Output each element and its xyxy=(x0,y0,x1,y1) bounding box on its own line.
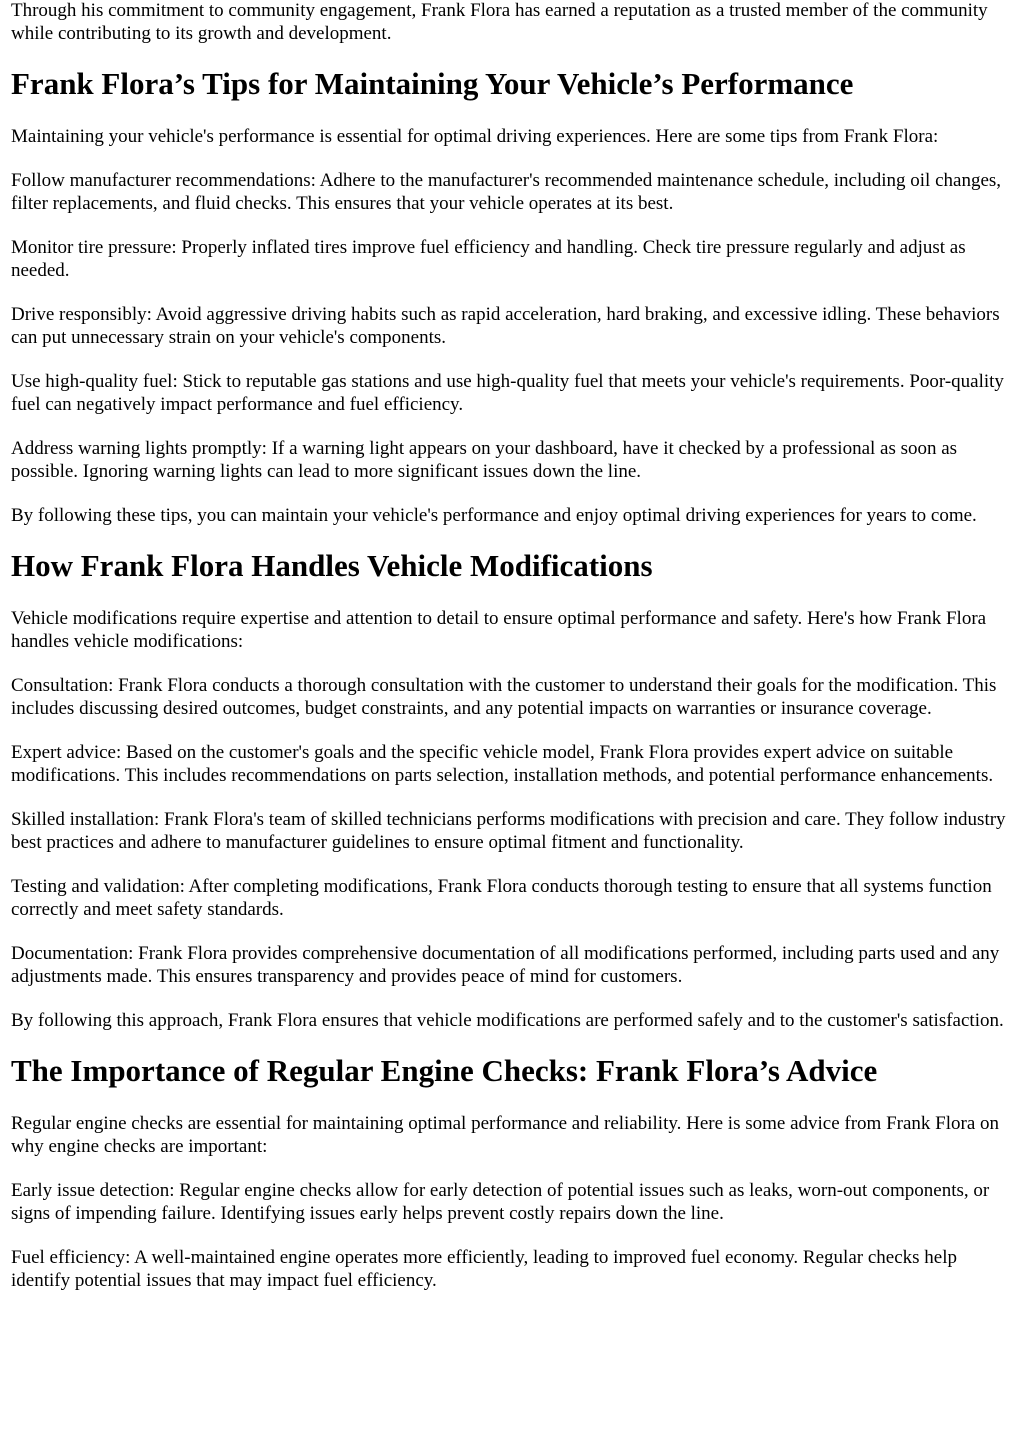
tip-tire-pressure: Monitor tire pressure: Properly inflated tires improve fuel efficiency and handling. Check tire pressure regularly and adjust as needed. xyxy=(11,237,966,281)
modifications-conclusion-paragraph: By following this approach, Frank Flora ensures that vehicle modifications are performed safely and to the customer's satisfaction. xyxy=(11,1010,1004,1031)
engine-checks-intro-paragraph: Regular engine checks are essential for maintaining optimal performance and reliability. Here is some advice from Frank Flora on why engine checks are important: xyxy=(11,1113,1000,1157)
maintenance-conclusion-paragraph: By following these tips, you can maintain your vehicle's performance and enjoy optimal driving experiences for years to come. xyxy=(11,505,977,526)
benefit-fuel-efficiency: Fuel efficiency: A well-maintained engine operates more efficiently, leading to improved fuel economy. Regular checks help identify potential issues that may impact fuel efficiency. xyxy=(11,1247,957,1291)
section-heading-maintenance-tips: Frank Flora’s Tips for Maintaining Your Vehicle’s Performance xyxy=(11,66,854,101)
section-heading-vehicle-modifications: How Frank Flora Handles Vehicle Modifications xyxy=(11,548,653,583)
section-vehicle-modifications xyxy=(11,548,1014,1032)
section-engine-checks xyxy=(11,1053,1014,1292)
tip-warning-lights: Address warning lights promptly: If a warning light appears on your dashboard, have it checked by a professional as soon as possible. Ignoring warning lights can lead to more significant issues down the line. xyxy=(11,438,958,482)
modifications-intro-paragraph: Vehicle modifications require expertise and attention to detail to ensure optimal performance and safety. Here's how Frank Flora handles vehicle modifications: xyxy=(11,608,987,652)
intro-paragraph: Through his commitment to community engagement, Frank Flora has earned a reputation as a trusted member of the community while contributing to its growth and development. xyxy=(11,0,988,44)
tip-manufacturer-recommendations: Follow manufacturer recommendations: Adhere to the manufacturer's recommended maintenance schedule, including oil changes, filter replacements, and fluid checks. This ensures that your vehicle operates at its best. xyxy=(11,170,1002,214)
step-testing-validation: Testing and validation: After completing modifications, Frank Flora conducts thorough testing to ensure that all systems function correctly and meet safety standards. xyxy=(11,876,992,920)
tip-high-quality-fuel: Use high-quality fuel: Stick to reputable gas stations and use high-quality fuel that meets your vehicle's requirements. Poor-quality fuel can negatively impact performance and fuel efficiency. xyxy=(11,371,1004,415)
step-expert-advice: Expert advice: Based on the customer's goals and the specific vehicle model, Frank Flora provides expert advice on suitable modifications. This includes recommendations on parts selection, installation methods, and potential performance enhancements. xyxy=(11,742,994,786)
step-consultation: Consultation: Frank Flora conducts a thorough consultation with the customer to understand their goals for the modification. This includes discussing desired outcomes, budget constraints, and any potential impacts on warranties or insurance coverage. xyxy=(11,675,997,719)
tip-drive-responsibly: Drive responsibly: Avoid aggressive driving habits such as rapid acceleration, hard braking, and excessive idling. These behaviors can put unnecessary strain on your vehicle's components. xyxy=(11,304,1000,348)
step-skilled-installation: Skilled installation: Frank Flora's team of skilled technicians performs modifications with precision and care. They follow industry best practices and adhere to manufacturer guidelines to ensure optimal fitment and functionality. xyxy=(11,809,1006,853)
maintenance-intro-paragraph: Maintaining your vehicle's performance is essential for optimal driving experiences. Here are some tips from Frank Flora: xyxy=(11,126,939,147)
benefit-early-issue-detection: Early issue detection: Regular engine checks allow for early detection of potential issues such as leaks, worn-out components, or signs of impending failure. Identifying issues early helps prevent costly repairs down the line. xyxy=(11,1180,990,1224)
section-heading-engine-checks: The Importance of Regular Engine Checks: Frank Flora’s Advice xyxy=(11,1053,878,1088)
step-documentation: Documentation: Frank Flora provides comprehensive documentation of all modifications performed, including parts used and any adjustments made. This ensures transparency and provides peace of mind for customers. xyxy=(11,943,1000,987)
section-maintenance-tips xyxy=(11,66,1014,527)
